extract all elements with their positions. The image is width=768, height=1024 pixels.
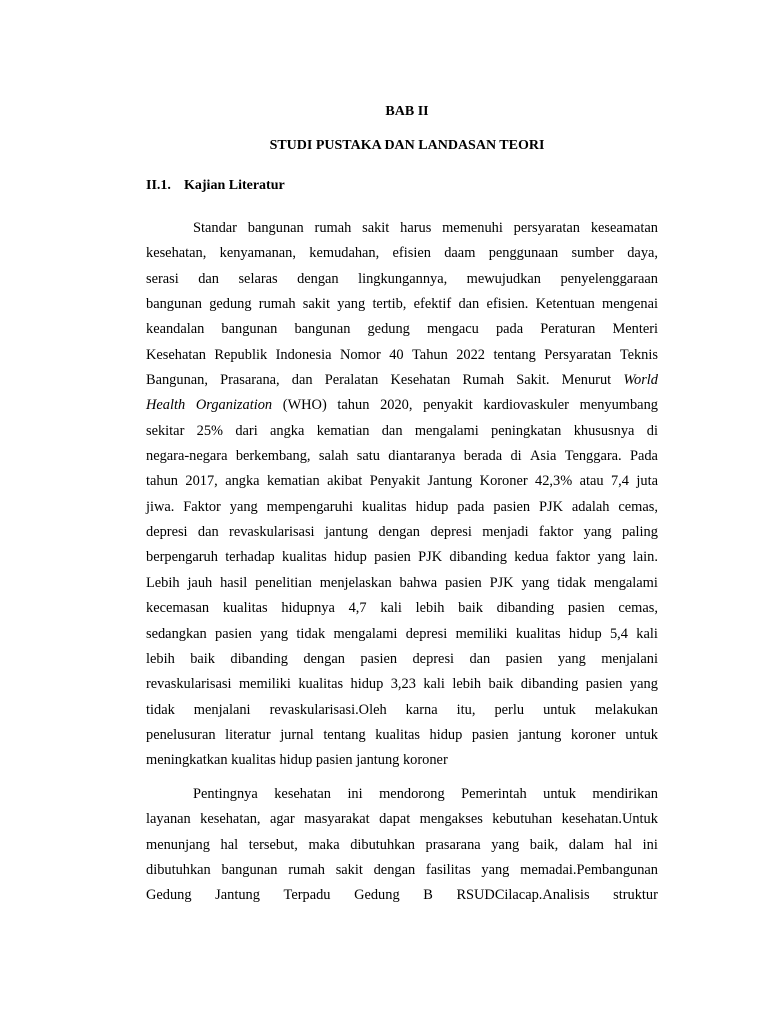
section-title: Kajian Literatur	[184, 178, 285, 193]
word: kesehatan,	[146, 245, 207, 262]
word: mengalami	[593, 574, 658, 591]
word: dan	[291, 372, 313, 389]
word: menjadi	[482, 524, 529, 541]
word: pasien	[374, 549, 411, 566]
word: literatur	[225, 726, 271, 743]
word: yang	[491, 836, 520, 853]
word: koroner	[570, 726, 616, 743]
word: Gedung	[354, 887, 400, 904]
word: 7,4	[610, 473, 629, 490]
word: Republik	[214, 346, 268, 363]
word: gedung	[209, 296, 252, 313]
text-line	[146, 343, 658, 368]
word: Tenggara.	[564, 448, 622, 465]
word: bangunan	[247, 220, 304, 236]
word: PJK	[418, 549, 443, 566]
text-line	[146, 698, 658, 723]
word: kematian	[266, 473, 320, 490]
word: hidup	[568, 625, 602, 642]
text-line	[146, 545, 658, 570]
text-line	[146, 647, 658, 672]
word: yang	[481, 862, 510, 879]
chapter-number: BAB II	[385, 104, 429, 119]
word: dan	[381, 422, 403, 439]
word: Tahun	[412, 346, 448, 363]
word: pasien	[444, 574, 482, 591]
word: kebutuhan	[492, 811, 553, 828]
word: baik	[488, 676, 514, 693]
word: penelitian	[255, 574, 312, 591]
word: bangunan	[146, 296, 202, 313]
word: untuk	[543, 701, 576, 718]
word: hal	[220, 836, 239, 853]
word: penyakit	[423, 397, 473, 414]
word: mengacu	[426, 321, 479, 338]
word: Menurut	[561, 372, 612, 389]
word: pasien	[505, 650, 543, 667]
word: tidak	[296, 625, 326, 642]
word: dari	[235, 422, 258, 439]
word: dengan	[297, 270, 339, 287]
word: cemas,	[618, 600, 658, 617]
word: rumah	[314, 220, 352, 236]
word: karna	[405, 701, 438, 718]
word: penggunaan	[488, 245, 559, 262]
word: (WHO)	[282, 397, 327, 414]
word: Kesehatan	[146, 346, 206, 363]
word: kali	[380, 600, 402, 617]
word: adalah	[571, 498, 610, 515]
word: pasien	[471, 726, 509, 743]
word: hidup	[334, 549, 367, 566]
text-line	[146, 883, 658, 908]
word: sumber	[571, 245, 614, 262]
word: fasilitas	[425, 862, 471, 879]
word: baik,	[529, 836, 559, 853]
word: kematian	[316, 422, 370, 439]
word: sedangkan	[146, 625, 207, 642]
text-line	[146, 858, 658, 883]
word: dengan	[373, 862, 416, 879]
word: dengan	[303, 650, 345, 667]
word: paling	[621, 524, 658, 541]
word: ini	[642, 836, 658, 853]
word: tidak	[557, 574, 587, 591]
word: prasarana	[425, 836, 481, 853]
word: baik	[458, 600, 483, 617]
word: maka	[308, 836, 340, 853]
word: dibanding	[520, 676, 579, 693]
word: menunjang	[146, 836, 210, 853]
word: sakit	[362, 220, 390, 236]
word: sakit	[302, 296, 330, 313]
word: pada	[457, 498, 485, 515]
word: berada	[463, 448, 503, 465]
word: mempengaruhi	[266, 498, 353, 515]
word: tentang	[493, 346, 536, 363]
word: memiliki	[455, 625, 508, 642]
word: di	[510, 448, 522, 465]
word: hidupnya	[281, 600, 335, 617]
word: kesehatan	[274, 786, 331, 802]
word: tersebut,	[248, 836, 298, 853]
word: faktor	[555, 549, 591, 566]
text-line	[146, 368, 658, 393]
word: Health	[146, 397, 186, 414]
word: bangunan	[221, 321, 278, 338]
word: tahun	[337, 397, 370, 414]
word: perlu	[494, 701, 525, 718]
word: kualitas	[298, 676, 344, 693]
word: Jantung	[215, 887, 260, 904]
word: Rumah	[462, 372, 505, 389]
word: melakukan	[594, 701, 658, 718]
word: Peralatan	[324, 372, 379, 389]
word: dibutuhkan	[350, 836, 415, 853]
word: terhadap	[225, 549, 275, 566]
word: dibanding	[449, 549, 507, 566]
word: berpengaruh	[146, 549, 218, 566]
word: ini	[347, 786, 363, 802]
word: lebih	[146, 650, 175, 667]
word: pada	[495, 321, 524, 338]
word: dan	[469, 650, 491, 667]
paragraph	[146, 782, 658, 909]
word: keseamatan	[590, 220, 658, 236]
word: kali	[636, 625, 658, 642]
word: Sakit.	[516, 372, 550, 389]
word: PJK	[489, 574, 514, 591]
word: satu	[356, 448, 380, 465]
word: kualitas	[515, 625, 561, 642]
word: tentang	[323, 726, 366, 743]
word: kemudahan,	[309, 245, 380, 262]
word: yang	[557, 650, 586, 667]
word: World	[623, 372, 658, 389]
word: yang	[597, 549, 626, 566]
word: menjalani	[601, 650, 658, 667]
word: faktor	[538, 524, 574, 541]
word: Teknis	[619, 346, 658, 363]
text-line	[146, 292, 658, 317]
word: hal	[614, 836, 633, 853]
word: rumah	[258, 296, 296, 313]
word: 2022	[456, 346, 485, 363]
word: yang	[629, 676, 658, 693]
word: khususnya	[573, 422, 635, 439]
word: angka	[270, 422, 305, 439]
word: daam	[444, 245, 476, 262]
word: 2017,	[185, 473, 218, 490]
word: peningkatan	[491, 422, 562, 439]
word: dalam	[568, 836, 604, 853]
word: sakit	[335, 862, 363, 879]
word: di	[646, 422, 658, 439]
word: keandalan	[146, 321, 205, 338]
word: depresi	[146, 524, 188, 541]
word: pasien	[215, 625, 252, 642]
word: 2020,	[380, 397, 413, 414]
word: Penyakit	[369, 473, 421, 490]
text-line	[146, 419, 658, 444]
word: Lebih	[146, 574, 180, 591]
word: memiliki	[238, 676, 291, 693]
word: untuk	[625, 726, 658, 743]
word: Persyaratan	[544, 346, 612, 363]
word: diantaranya	[388, 448, 456, 465]
text-line	[146, 241, 658, 266]
word: 40	[389, 346, 404, 363]
word: mengakses	[419, 811, 483, 828]
word: jauh	[187, 574, 213, 591]
word: yang	[521, 574, 550, 591]
word: jantung	[324, 524, 369, 541]
word: Standar	[193, 220, 237, 236]
word: lingkungannya,	[358, 270, 448, 287]
word: efisien.	[486, 296, 529, 313]
word: memadai.Pembangunan	[520, 862, 658, 879]
text-line	[146, 807, 658, 832]
word: harus	[400, 220, 432, 236]
word: Prasarana,	[220, 372, 280, 389]
word: masyarakat	[304, 811, 370, 828]
word: pasien	[360, 650, 398, 667]
word: dan	[198, 270, 219, 287]
paragraph	[146, 216, 658, 774]
word: itu,	[456, 701, 476, 718]
word: mengalami	[333, 625, 398, 642]
word: yang	[229, 498, 258, 515]
word: daya,	[627, 245, 658, 262]
word: rumah	[288, 862, 325, 879]
word: bangunan	[294, 321, 351, 338]
word: PJK	[539, 498, 563, 515]
word: tidak	[146, 701, 175, 718]
word: Peraturan	[540, 321, 596, 338]
word: struktur	[613, 887, 658, 904]
word: depresi	[405, 625, 448, 642]
word: negara-negara	[146, 448, 228, 465]
word: Organization	[195, 397, 273, 414]
text-line	[146, 571, 658, 596]
word: Faktor	[183, 498, 221, 515]
word: bahwa	[399, 574, 438, 591]
text-line	[146, 782, 658, 807]
word: jantung	[518, 726, 562, 743]
text-line	[146, 267, 658, 292]
word: kualitas	[282, 549, 327, 566]
word: lebih	[452, 676, 482, 693]
word: dan	[197, 524, 219, 541]
word: Bangunan,	[146, 372, 208, 389]
word: dan	[458, 296, 480, 313]
word: Koroner	[479, 473, 528, 490]
word: hasil	[220, 574, 248, 591]
text-line	[146, 748, 658, 773]
word: mewujudkan	[466, 270, 542, 287]
word: tahun	[146, 473, 178, 490]
text-line	[146, 596, 658, 621]
word: atau	[579, 473, 604, 490]
word: hidup	[415, 498, 449, 515]
section-number: II.1.	[146, 178, 171, 193]
word: kedua	[514, 549, 549, 566]
word: yang	[260, 625, 289, 642]
word: berkembang,	[235, 448, 311, 465]
word: serasi	[146, 270, 179, 287]
word: menjelaskan	[319, 574, 392, 591]
word: Menteri	[612, 321, 658, 338]
word: mengenai	[602, 296, 658, 313]
word: agar	[269, 811, 295, 828]
word: layanan	[146, 811, 191, 828]
word: Terpadu	[283, 887, 331, 904]
word: kualitas	[361, 498, 407, 515]
text-line	[146, 469, 658, 494]
word: mendirikan	[592, 786, 658, 802]
text-line	[146, 495, 658, 520]
word: Nomor	[339, 346, 381, 363]
text-line	[146, 622, 658, 647]
word: depresi	[412, 650, 455, 667]
word: depresi	[430, 524, 472, 541]
word: menjalani	[193, 701, 251, 718]
word: yang	[337, 296, 366, 313]
text-line	[146, 393, 658, 418]
word: kali	[423, 676, 445, 693]
word: kualitas	[222, 600, 268, 617]
text-line	[146, 317, 658, 342]
text-line	[146, 723, 658, 748]
word: B	[423, 887, 433, 904]
word: penelusuran	[146, 726, 216, 743]
word: selaras	[238, 270, 278, 287]
word: kesehatan,	[200, 811, 261, 828]
word: bangunan	[221, 862, 278, 879]
word: Gedung	[146, 887, 192, 904]
word: 5,4	[609, 625, 628, 642]
text-line	[146, 520, 658, 545]
word: gedung	[367, 321, 410, 338]
word: pasien	[567, 600, 605, 617]
word: baik	[190, 650, 215, 667]
word: RSUDCilacap.Analisis	[456, 887, 590, 904]
word: pasien	[585, 676, 623, 693]
word: pasien	[493, 498, 531, 515]
word: angka	[225, 473, 260, 490]
word: dibutuhkan	[146, 862, 211, 879]
text-line	[146, 216, 658, 241]
text-line	[146, 672, 658, 697]
word: salah	[318, 448, 349, 465]
word: kenyamanan,	[219, 245, 296, 262]
word: penyelenggaraan	[560, 270, 658, 287]
word: dapat	[379, 811, 411, 828]
word: yang	[583, 524, 612, 541]
word: 42,3%	[535, 473, 573, 490]
word: mengalami	[414, 422, 479, 439]
word: Pada	[629, 448, 658, 465]
word: juta	[636, 473, 658, 490]
word: dibanding	[496, 600, 555, 617]
word: efisien	[392, 245, 431, 262]
word: kualitas	[375, 726, 420, 743]
word: revaskularisasi	[146, 676, 232, 693]
word: lebih	[415, 600, 445, 617]
word: kesehatan.Untuk	[561, 811, 658, 828]
word: dengan	[378, 524, 420, 541]
word: 25%	[196, 422, 224, 439]
word: kecemasan	[146, 600, 210, 617]
word: dibanding	[230, 650, 288, 667]
word: Indonesia	[275, 346, 332, 363]
word: persyaratan	[513, 220, 580, 236]
word: jiwa.	[146, 498, 175, 515]
text-line	[146, 444, 658, 469]
word: sekitar	[146, 422, 185, 439]
word: revaskularisasi	[229, 524, 315, 541]
word: 3,23	[390, 676, 416, 693]
word: mendorong	[379, 786, 445, 802]
chapter-title: STUDI PUSTAKA DAN LANDASAN TEORI	[269, 138, 545, 153]
word: menyumbang	[579, 397, 658, 414]
word: jurnal	[280, 726, 314, 743]
word: Jantung	[427, 473, 473, 490]
word: revaskularisasi.Oleh	[269, 701, 387, 718]
word: Kesehatan	[390, 372, 451, 389]
word: efektif	[413, 296, 452, 313]
word: 4,7	[348, 600, 367, 617]
text-line	[146, 833, 658, 858]
word: hidup	[350, 676, 384, 693]
word: akibat	[327, 473, 363, 490]
word: tertib,	[372, 296, 407, 313]
word: kardiovaskuler	[483, 397, 569, 414]
word: hidup	[429, 726, 463, 743]
word: Ketentuan	[535, 296, 595, 313]
word: meningkatkan kualitas hidup pasien jantung koroner	[146, 752, 448, 769]
word: Asia	[529, 448, 557, 465]
word: lain.	[632, 549, 658, 566]
word: untuk	[543, 786, 576, 802]
section-heading	[146, 178, 285, 194]
word: Pentingnya	[193, 786, 258, 802]
word: Pemerintah	[461, 786, 527, 802]
word: cemas,	[618, 498, 658, 515]
word: memenuhi	[442, 220, 503, 236]
